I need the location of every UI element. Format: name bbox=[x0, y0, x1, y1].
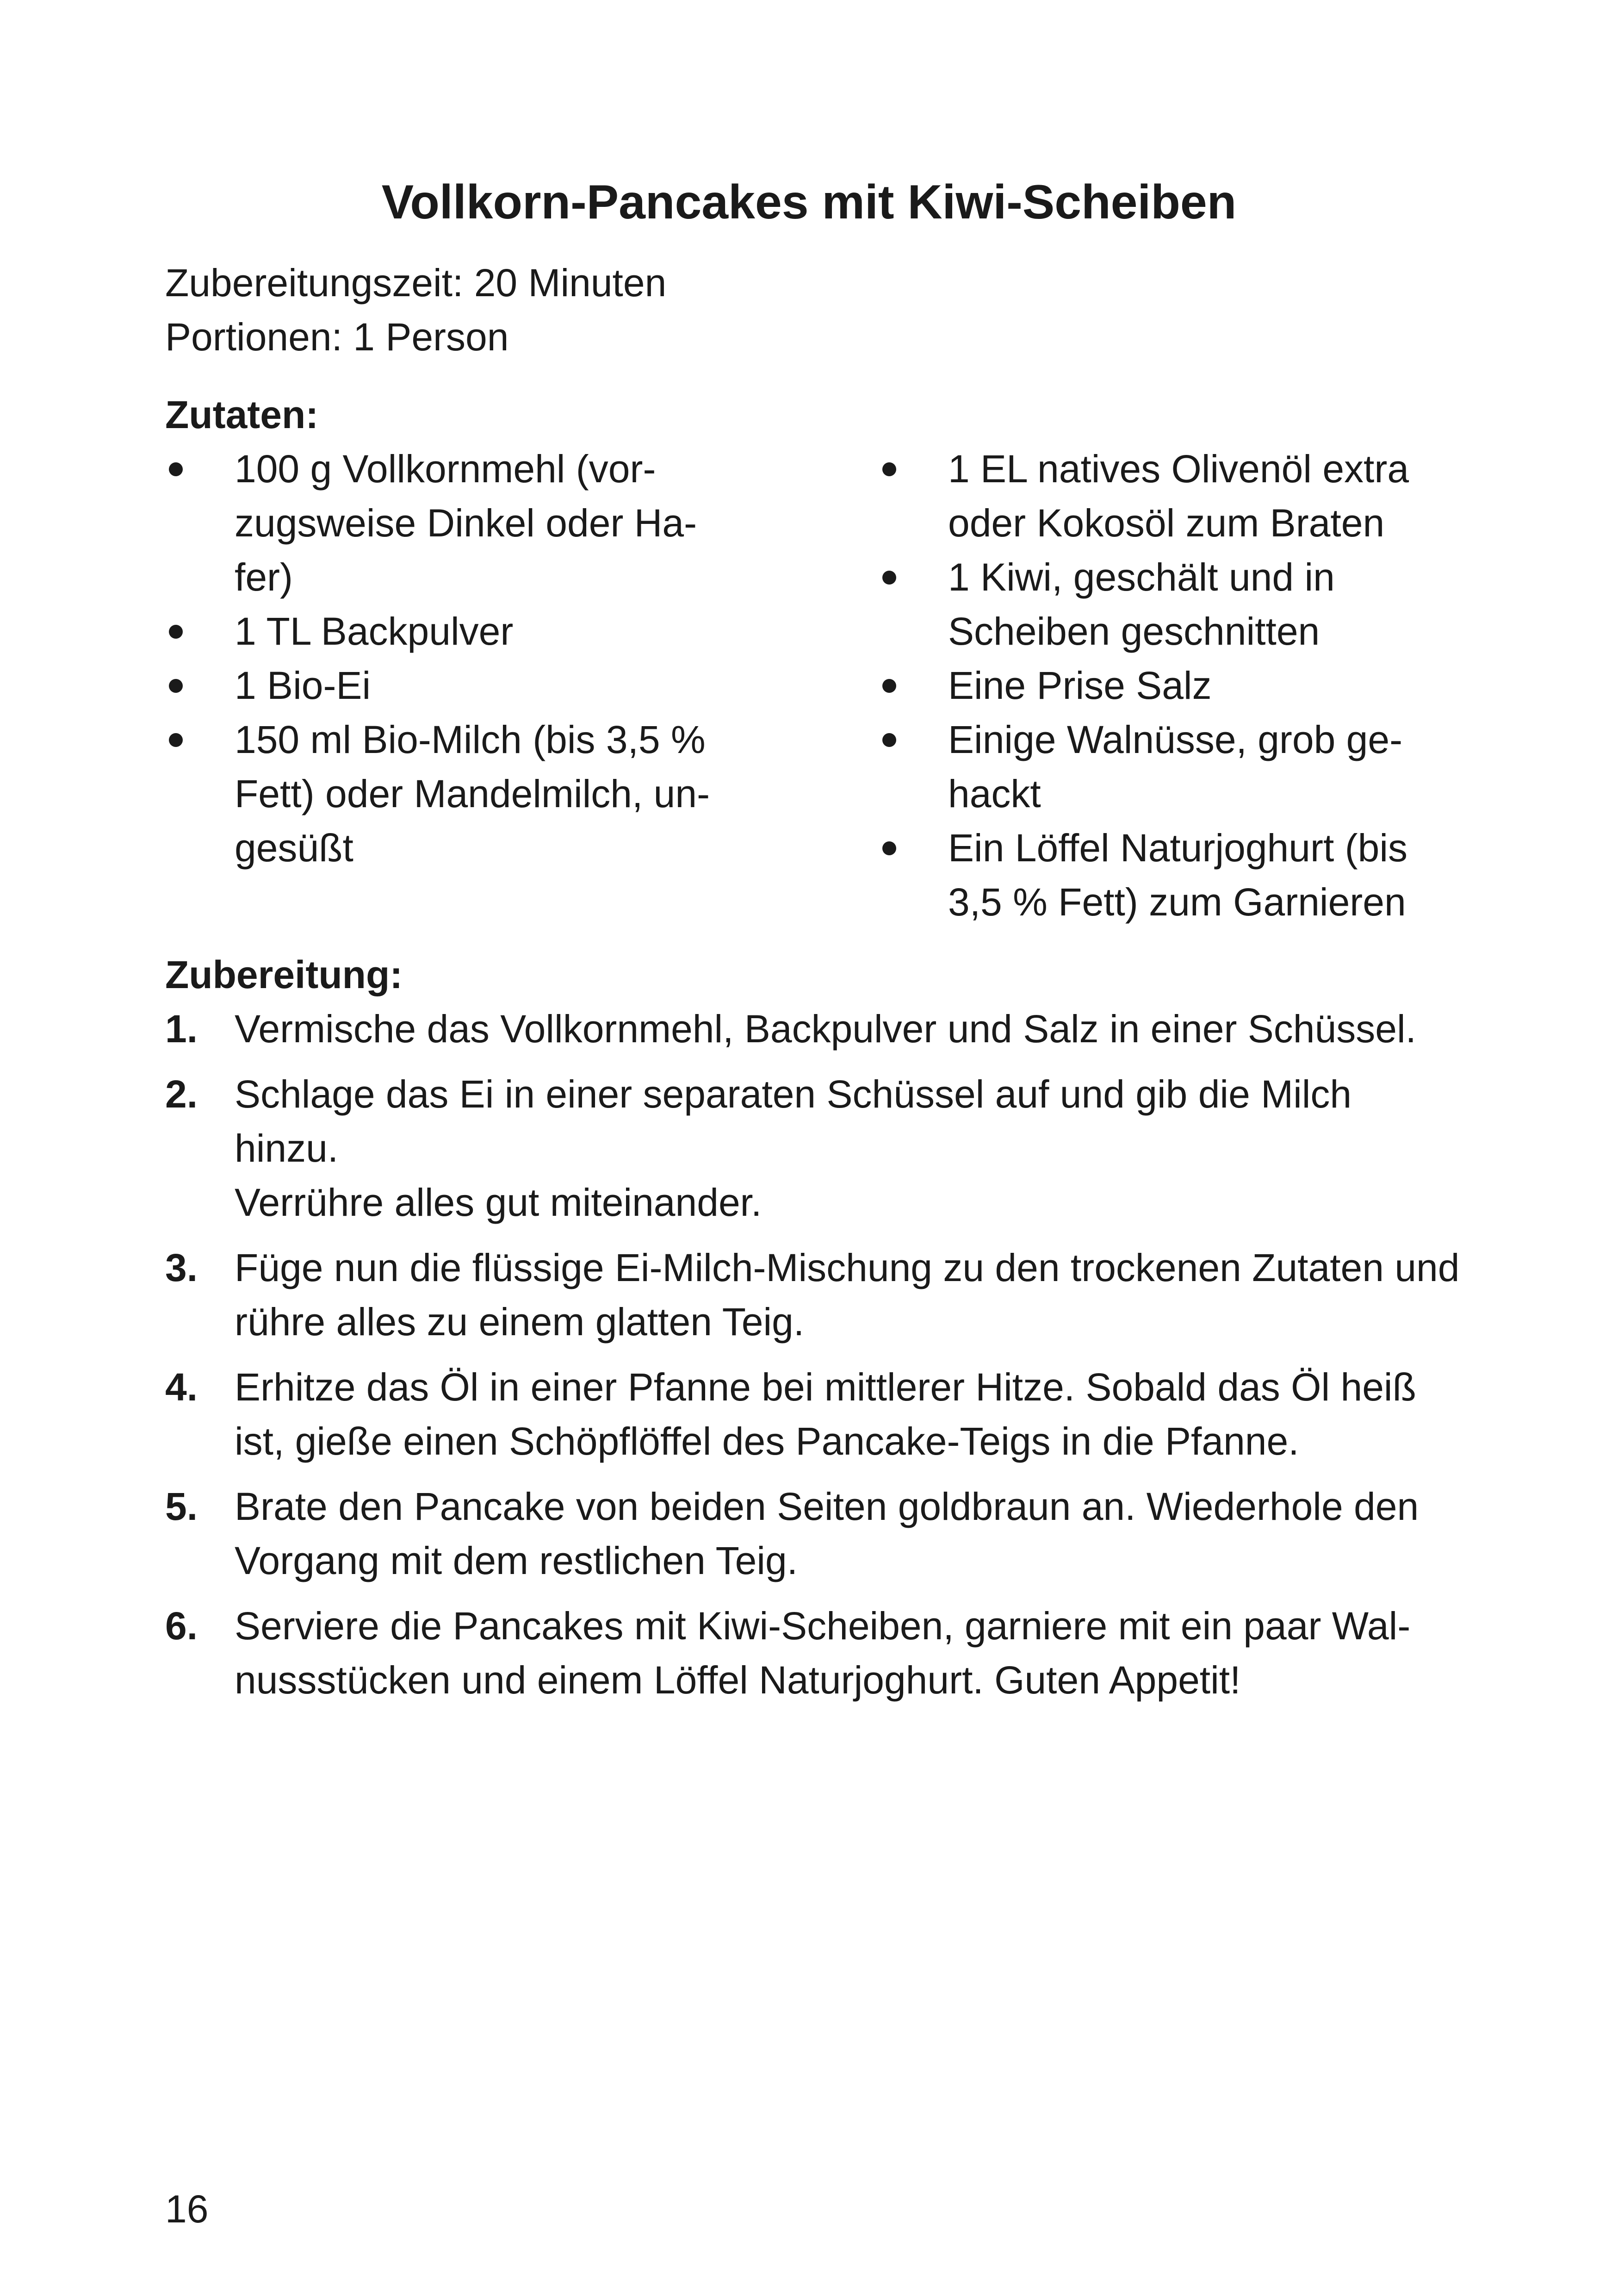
bullet-icon bbox=[882, 841, 896, 855]
prep-time: Zubereitungszeit: 20 Minuten bbox=[165, 261, 667, 305]
preparation-steps bbox=[165, 1002, 1461, 1718]
ingredient-text: 1 Kiwi, geschält und in Scheiben geschnitten bbox=[948, 555, 1335, 653]
recipe-meta bbox=[165, 256, 666, 364]
ingredient-item bbox=[879, 821, 1475, 929]
step-number: 5. bbox=[165, 1485, 198, 1528]
step-number: 3. bbox=[165, 1246, 198, 1289]
step-item bbox=[165, 1002, 1461, 1056]
bullet-icon bbox=[882, 462, 896, 476]
step-item bbox=[165, 1360, 1461, 1468]
ingredient-item bbox=[879, 442, 1475, 550]
preparation-heading: Zubereitung: bbox=[165, 953, 403, 996]
bullet-icon bbox=[169, 625, 183, 639]
page-number: 16 bbox=[165, 2187, 209, 2231]
bullet-icon bbox=[169, 733, 183, 747]
step-item bbox=[165, 1599, 1461, 1707]
ingredient-text: Einige Walnüsse, grob ge- hackt bbox=[948, 718, 1403, 815]
step-number: 2. bbox=[165, 1072, 198, 1116]
ingredient-text: Eine Prise Salz bbox=[948, 664, 1212, 707]
step-item bbox=[165, 1067, 1461, 1230]
ingredient-item bbox=[165, 604, 744, 659]
ingredient-text: 1 TL Backpulver bbox=[235, 610, 514, 653]
bullet-icon bbox=[169, 462, 183, 476]
step-number: 1. bbox=[165, 1007, 198, 1051]
step-item bbox=[165, 1480, 1461, 1588]
bullet-icon bbox=[882, 571, 896, 585]
ingredient-item bbox=[165, 442, 744, 604]
step-text: Vermische das Vollkornmehl, Backpulver und Salz in einer Schüssel. bbox=[235, 1007, 1416, 1051]
ingredient-item bbox=[165, 713, 744, 875]
step-text: Erhitze das Öl in einer Pfanne bei mittlerer Hitze. Sobald das Öl heiß ist, gieße einen Schöpflöffel des Pancake-Teigs in die Pfanne. bbox=[235, 1365, 1416, 1463]
ingredient-text: 100 g Vollkornmehl (vor- zugsweise Dinkel oder Ha- fer) bbox=[235, 447, 697, 599]
step-text: Füge nun die flüssige Ei-Milch-Mischung zu den trockenen Zutaten und rühre alles zu einem glatten Teig. bbox=[235, 1246, 1460, 1344]
ingredient-item bbox=[879, 713, 1475, 821]
ingredient-text: 1 EL natives Olivenöl extra oder Kokosöl zum Braten bbox=[948, 447, 1409, 545]
step-text: Schlage das Ei in einer separaten Schüssel auf und gib die Milch hinzu. Verrühre alles gut miteinander. bbox=[235, 1072, 1352, 1224]
bullet-icon bbox=[882, 679, 896, 693]
ingredient-item bbox=[879, 659, 1475, 713]
bullet-icon bbox=[169, 679, 183, 693]
ingredient-text: 150 ml Bio-Milch (bis 3,5 % Fett) oder Mandelmilch, un- gesüßt bbox=[235, 718, 710, 870]
step-number: 6. bbox=[165, 1604, 198, 1648]
step-number: 4. bbox=[165, 1365, 198, 1409]
ingredient-text: Ein Löffel Naturjoghurt (bis 3,5 % Fett) zum Garnieren bbox=[948, 826, 1407, 924]
recipe-title: Vollkorn-Pancakes mit Kiwi-Scheiben bbox=[381, 175, 1237, 229]
bullet-icon bbox=[882, 733, 896, 747]
ingredient-item bbox=[165, 659, 744, 713]
ingredient-item bbox=[879, 550, 1475, 659]
ingredients-list-right bbox=[879, 442, 1475, 929]
step-text: Brate den Pancake von beiden Seiten goldbraun an. Wiederhole den Vorgang mit dem restlichen Teig. bbox=[235, 1485, 1419, 1582]
ingredients-heading: Zutaten: bbox=[165, 393, 319, 436]
step-item bbox=[165, 1241, 1461, 1349]
ingredients-list-left bbox=[165, 442, 744, 875]
ingredient-text: 1 Bio-Ei bbox=[235, 664, 371, 707]
step-text: Serviere die Pancakes mit Kiwi-Scheiben, garniere mit ein paar Wal- nussstücken und einem Löffel Naturjoghurt. Guten Appetit! bbox=[235, 1604, 1411, 1702]
portions: Portionen: 1 Person bbox=[165, 315, 509, 359]
